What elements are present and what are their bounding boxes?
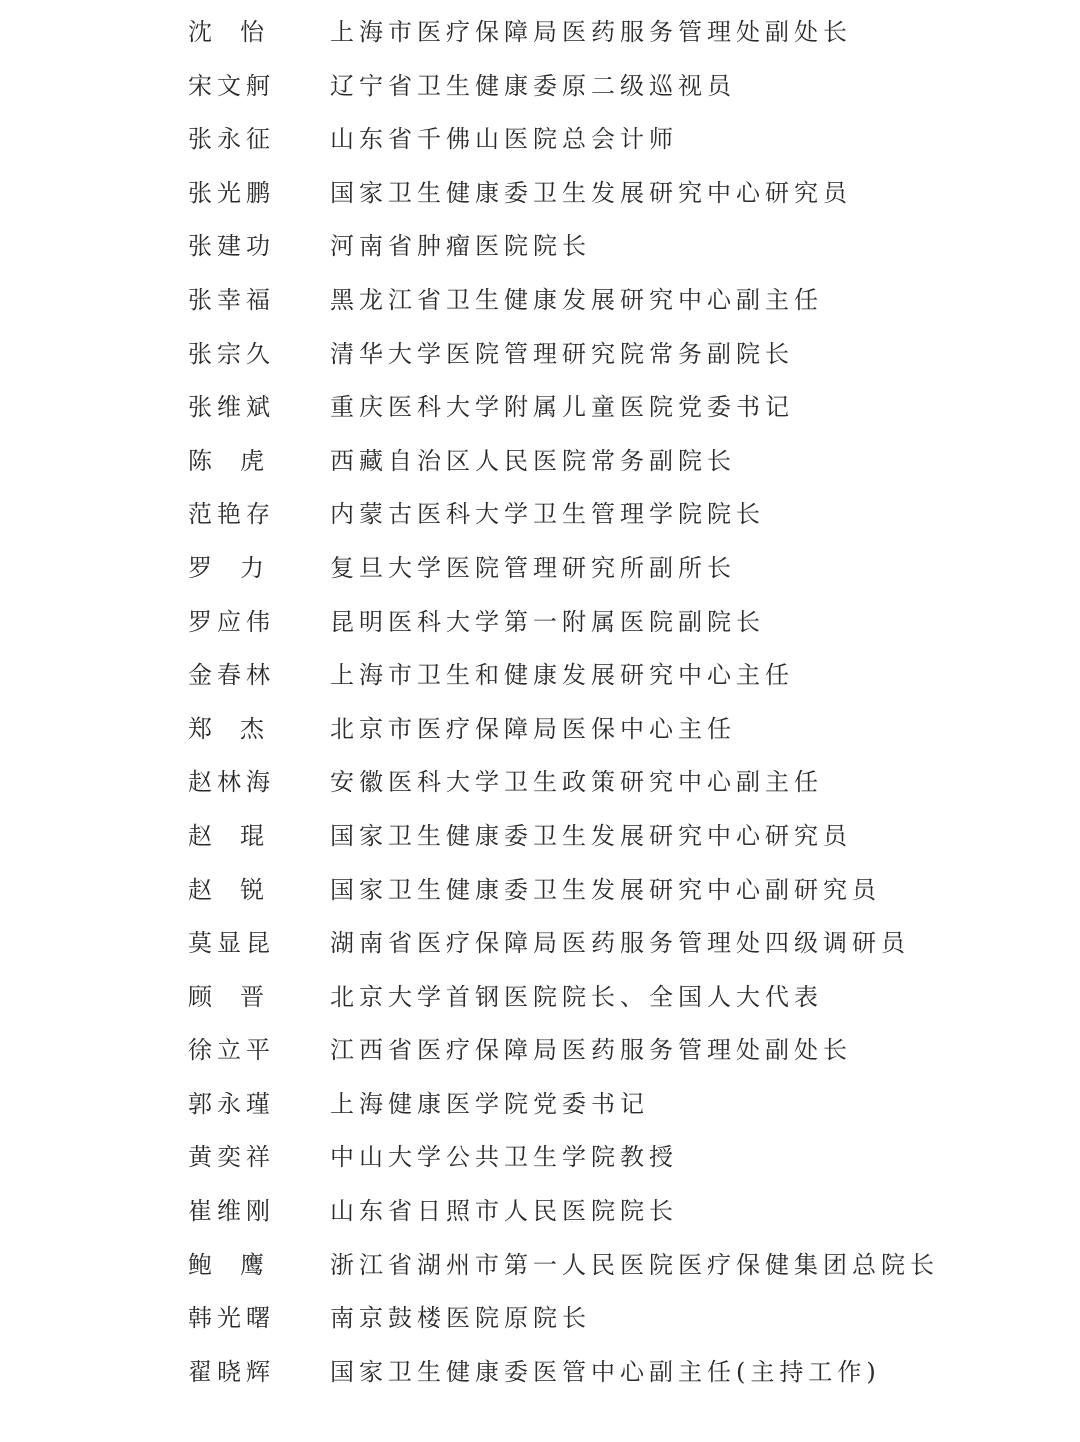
- member-title: 昆明医科大学第一附属医院副院长: [330, 607, 765, 636]
- member-entry: [0, 705, 1080, 759]
- member-entry: [0, 276, 1080, 330]
- member-name: 沈怡: [188, 18, 292, 46]
- member-entry: [0, 8, 1080, 62]
- member-name: 宋文舸: [188, 71, 275, 100]
- member-entry: [0, 1133, 1080, 1187]
- member-entry: [0, 812, 1080, 866]
- member-title: 河南省肿瘤医院院长: [330, 232, 591, 261]
- member-title: 国家卫生健康委卫生发展研究中心研究员: [330, 178, 852, 207]
- member-title: 上海健康医学院党委书记: [330, 1089, 649, 1118]
- member-title: 江西省医疗保障局医药服务管理处副处长: [330, 1036, 852, 1065]
- member-title: 山东省千佛山医院总会计师: [330, 125, 678, 154]
- member-entry: [0, 866, 1080, 920]
- member-name: 赵锐: [188, 875, 292, 904]
- member-entry: [0, 1026, 1080, 1080]
- member-name: 韩光曙: [188, 1304, 275, 1333]
- member-title: 中山大学公共卫生学院教授: [330, 1143, 678, 1172]
- member-entry: [0, 383, 1080, 437]
- member-name: 顾晋: [188, 982, 292, 1011]
- member-title: 湖南省医疗保障局医药服务管理处四级调研员: [330, 929, 910, 958]
- member-name: 张建功: [188, 232, 275, 261]
- member-name: 莫显昆: [188, 929, 275, 958]
- member-name: 张宗久: [188, 339, 275, 368]
- member-title: 黑龙江省卫生健康发展研究中心副主任: [330, 285, 823, 314]
- member-name: 鲍鹰: [188, 1250, 292, 1279]
- member-title: 国家卫生健康委卫生发展研究中心研究员: [330, 821, 852, 850]
- member-title: 浙江省湖州市第一人民医院医疗保健集团总院长: [330, 1250, 939, 1279]
- member-title: 重庆医科大学附属儿童医院党委书记: [330, 393, 794, 422]
- member-title: 南京鼓楼医院原院长: [330, 1304, 591, 1333]
- member-title: 上海市卫生和健康发展研究中心主任: [330, 661, 794, 690]
- member-title: 西藏自治区人民医院常务副院长: [330, 446, 736, 475]
- member-name: 张光鹏: [188, 178, 275, 207]
- member-name: 翟晓辉: [188, 1357, 275, 1386]
- member-title: 上海市医疗保障局医药服务管理处副处长: [330, 18, 852, 46]
- member-name: 张维斌: [188, 393, 275, 422]
- member-name: 张永征: [188, 125, 275, 154]
- member-title: 内蒙古医科大学卫生管理学院院长: [330, 500, 765, 529]
- member-name: 郑杰: [188, 714, 292, 743]
- member-name: 赵林海: [188, 768, 275, 797]
- member-name: 黄奕祥: [188, 1143, 275, 1172]
- member-name: 张幸福: [188, 285, 275, 314]
- member-title: 国家卫生健康委医管中心副主任(主持工作): [330, 1357, 881, 1386]
- member-title: 国家卫生健康委卫生发展研究中心副研究员: [330, 875, 881, 904]
- member-entry: [0, 758, 1080, 812]
- member-entry: [0, 222, 1080, 276]
- member-entry: [0, 169, 1080, 223]
- member-entry: [0, 330, 1080, 384]
- member-title: 北京市医疗保障局医保中心主任: [330, 714, 736, 743]
- member-name: 陈虎: [188, 446, 292, 475]
- member-entry: [0, 62, 1080, 116]
- member-entry: [0, 1080, 1080, 1134]
- member-entry: [0, 598, 1080, 652]
- member-name: 崔维刚: [188, 1197, 275, 1226]
- member-title: 清华大学医院管理研究院常务副院长: [330, 339, 794, 368]
- member-title: 北京大学首钢医院院长、全国人大代表: [330, 982, 823, 1011]
- member-entry: [0, 544, 1080, 598]
- member-name: 罗力: [188, 553, 292, 582]
- member-entry: [0, 490, 1080, 544]
- member-entry: [0, 1241, 1080, 1295]
- member-name: 郭永瑾: [188, 1089, 275, 1118]
- member-name: 徐立平: [188, 1036, 275, 1065]
- member-title: 山东省日照市人民医院院长: [330, 1197, 678, 1226]
- member-title: 辽宁省卫生健康委原二级巡视员: [330, 71, 736, 100]
- member-entry: [0, 1294, 1080, 1348]
- member-name: 范艳存: [188, 500, 275, 529]
- member-entry: [0, 1348, 1080, 1402]
- member-list: [0, 8, 1080, 1401]
- member-entry: [0, 115, 1080, 169]
- member-entry: [0, 973, 1080, 1027]
- member-name: 金春林: [188, 661, 275, 690]
- member-name: 罗应伟: [188, 607, 275, 636]
- member-entry: [0, 651, 1080, 705]
- member-entry: [0, 1187, 1080, 1241]
- member-name: 赵琨: [188, 821, 292, 850]
- member-entry: [0, 437, 1080, 491]
- member-title: 安徽医科大学卫生政策研究中心副主任: [330, 768, 823, 797]
- member-title: 复旦大学医院管理研究所副所长: [330, 553, 736, 582]
- member-entry: [0, 919, 1080, 973]
